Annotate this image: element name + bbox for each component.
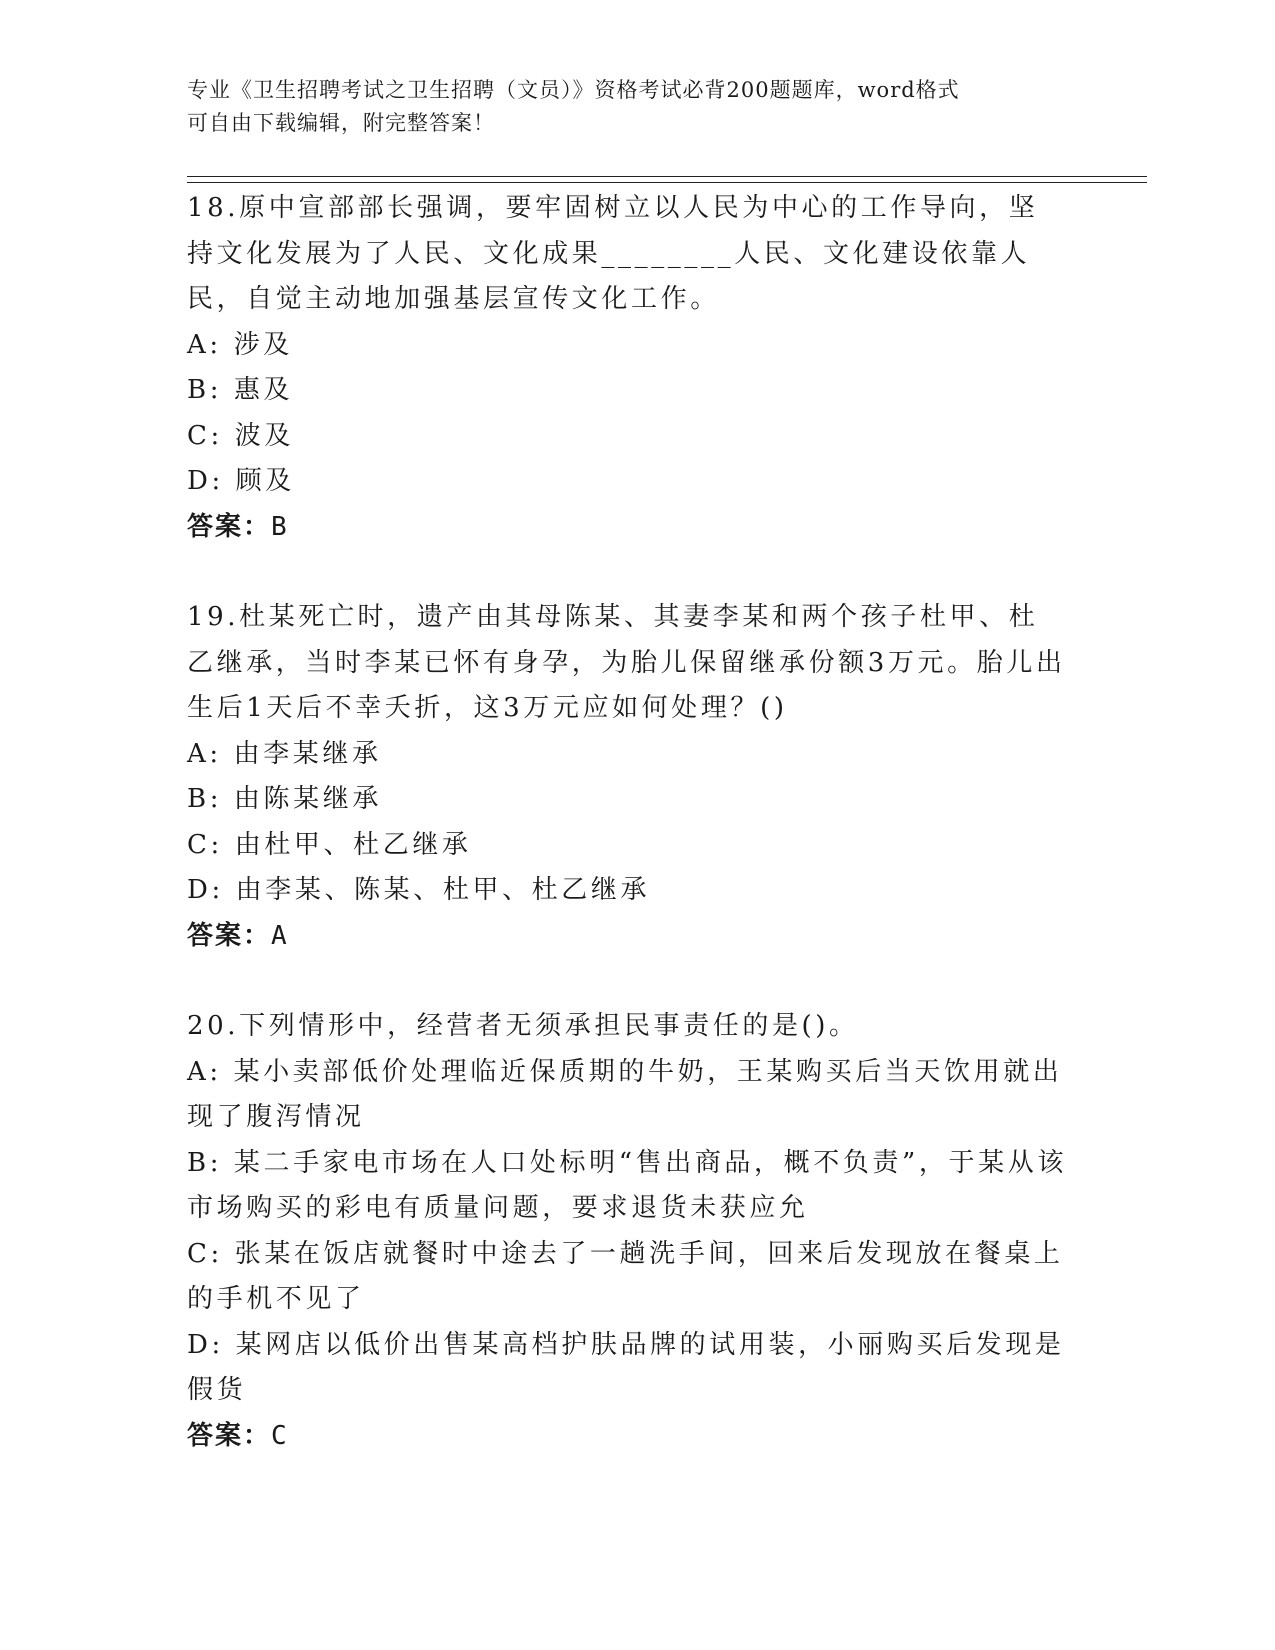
- question-19: [187, 595, 1067, 959]
- option-d: D: 某网店以低价出售某高档护肤品牌的试用装，小丽购买后发现是假货: [187, 1329, 1065, 1405]
- question-spacer: [187, 550, 1067, 595]
- option-a: A: 某小卖部低价处理临近保质期的牛奶，王某购买后当天饮用就出现了腹泻情况: [187, 1056, 1063, 1132]
- option-a: A: 由李某继承: [187, 738, 382, 769]
- option-d: D: 由李某、陈某、杜甲、杜乙继承: [187, 875, 651, 905]
- header-line-2: 可自由下载编辑，附完整答案！: [187, 111, 495, 135]
- header-divider-top: [187, 176, 1147, 177]
- option-b: B: 惠及: [187, 375, 294, 405]
- answer-label: 答案：: [187, 1420, 272, 1451]
- option-b: B: 由陈某继承: [187, 784, 382, 814]
- question-stem: 18.原中宣部部长强调，要牢固树立以人民为中心的工作导向，坚持文化发展为了人民、文化成果________人民、文化建设依靠人民，自觉主动地加强基层宣传文化工作。: [187, 193, 1039, 314]
- option-c: C: 波及: [187, 420, 294, 451]
- answer-value: C: [271, 1420, 289, 1451]
- question-18: [187, 186, 1067, 550]
- option-c: C: 张某在饭店就餐时中途去了一趟洗手间，回来后发现放在餐桌上的手机不见了: [187, 1238, 1064, 1314]
- question-stem: 20.下列情形中，经营者无须承担民事责任的是()。: [187, 1011, 859, 1041]
- header-divider-bottom: [187, 182, 1147, 183]
- option-a: A: 涉及: [187, 329, 293, 360]
- question-list: [187, 186, 1067, 1459]
- question-stem: 19.杜某死亡时，遗产由其母陈某、其妻李某和两个孩子杜甲、杜乙继承，当时李某已怀有身孕，为胎儿保留继承份额3万元。胎儿出生后1天后不幸夭折，这3万元应如何处理？(): [187, 602, 1066, 723]
- answer-line: [187, 505, 1067, 551]
- answer-line: [187, 1414, 1067, 1460]
- option-c: C: 由杜甲、杜乙继承: [187, 829, 472, 860]
- answer-label: 答案：: [187, 920, 272, 951]
- answer-value: B: [271, 511, 289, 542]
- question-20: [187, 1004, 1067, 1459]
- document-header: [187, 74, 1087, 140]
- answer-value: A: [271, 920, 289, 951]
- header-line-1: 专业《卫生招聘考试之卫生招聘（文员）》资格考试必背200题题库，word格式: [187, 78, 960, 102]
- question-spacer: [187, 959, 1067, 1004]
- answer-line: [187, 914, 1067, 960]
- answer-label: 答案：: [187, 511, 272, 542]
- option-b: B: 某二手家电市场在人口处标明“售出商品，概不负责”，于某从该市场购买的彩电有质量问题，要求退货未获应允: [187, 1147, 1067, 1223]
- option-d: D: 顾及: [187, 466, 295, 496]
